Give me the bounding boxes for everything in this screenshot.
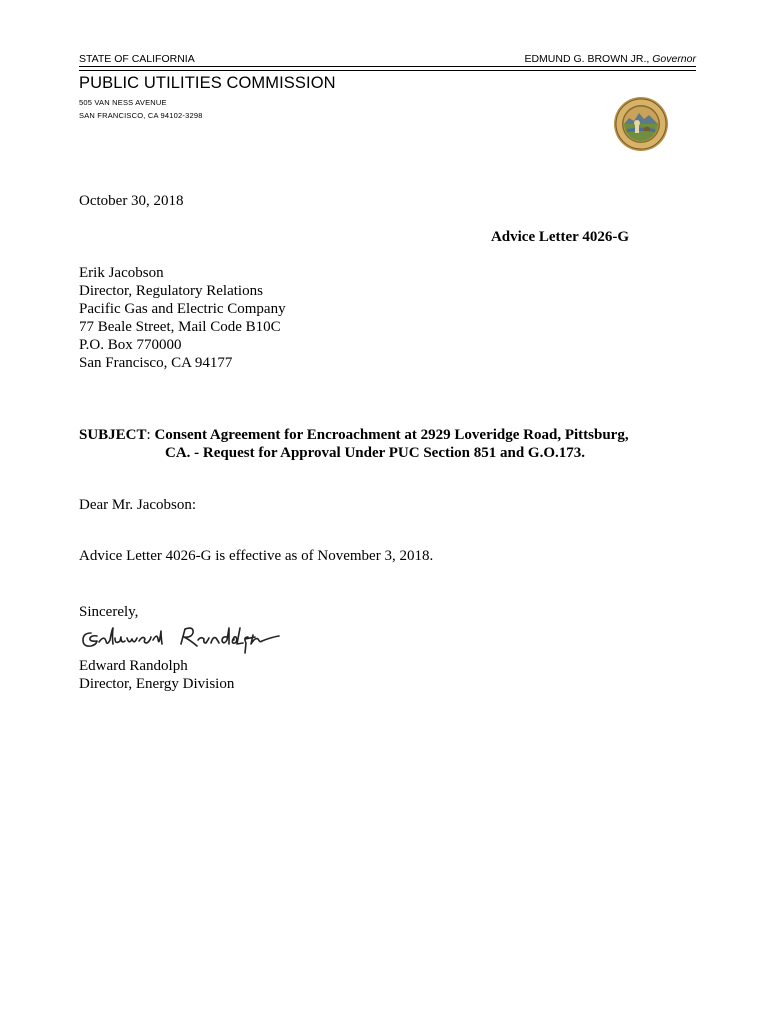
letter-body: Advice Letter 4026-G is effective as of November 3, 2018. (79, 548, 434, 564)
governor-label (524, 53, 696, 65)
subject-line1 (79, 426, 629, 444)
recipient-company: Pacific Gas and Electric Company (79, 301, 286, 317)
header-rule-thin (79, 70, 696, 71)
subject-block (79, 426, 629, 462)
california-state-seal-icon (613, 96, 669, 152)
signer-title: Director, Energy Division (79, 676, 235, 692)
salutation: Dear Mr. Jacobson: (79, 497, 197, 513)
letter-date: October 30, 2018 (79, 193, 184, 209)
recipient-po-box: P.O. Box 770000 (79, 337, 182, 353)
subject-text-line1: Consent Agreement for Encroachment at 2929 Loveridge Road, Pittsburg, (150, 427, 629, 443)
subject-text-line2: CA. - Request for Approval Under PUC Section 851 and G.O.173. (165, 445, 586, 461)
agency-address-line2: SAN FRANCISCO, CA 94102-3298 (79, 111, 203, 120)
subject-label: SUBJECT (79, 427, 147, 443)
recipient-city: San Francisco, CA 94177 (79, 355, 233, 371)
recipient-title: Director, Regulatory Relations (79, 283, 263, 299)
recipient-name: Erik Jacobson (79, 265, 164, 281)
header-rule-thick (79, 66, 696, 67)
governor-title: Governor (652, 53, 696, 65)
subject-colon: : (146, 427, 151, 443)
handwritten-signature-icon (77, 623, 287, 659)
agency-address-line1: 505 VAN NESS AVENUE (79, 98, 167, 107)
signer-name: Edward Randolph (79, 658, 188, 674)
signer-block (79, 657, 234, 693)
recipient-street: 77 Beale Street, Mail Code B10C (79, 319, 281, 335)
state-label: STATE OF CALIFORNIA (79, 53, 195, 65)
agency-name: PUBLIC UTILITIES COMMISSION (79, 74, 336, 92)
governor-name: EDMUND G. BROWN JR., (524, 53, 653, 65)
closing: Sincerely, (79, 604, 139, 620)
advice-letter-number: Advice Letter 4026-G (490, 229, 629, 245)
recipient-address-block (79, 264, 286, 372)
